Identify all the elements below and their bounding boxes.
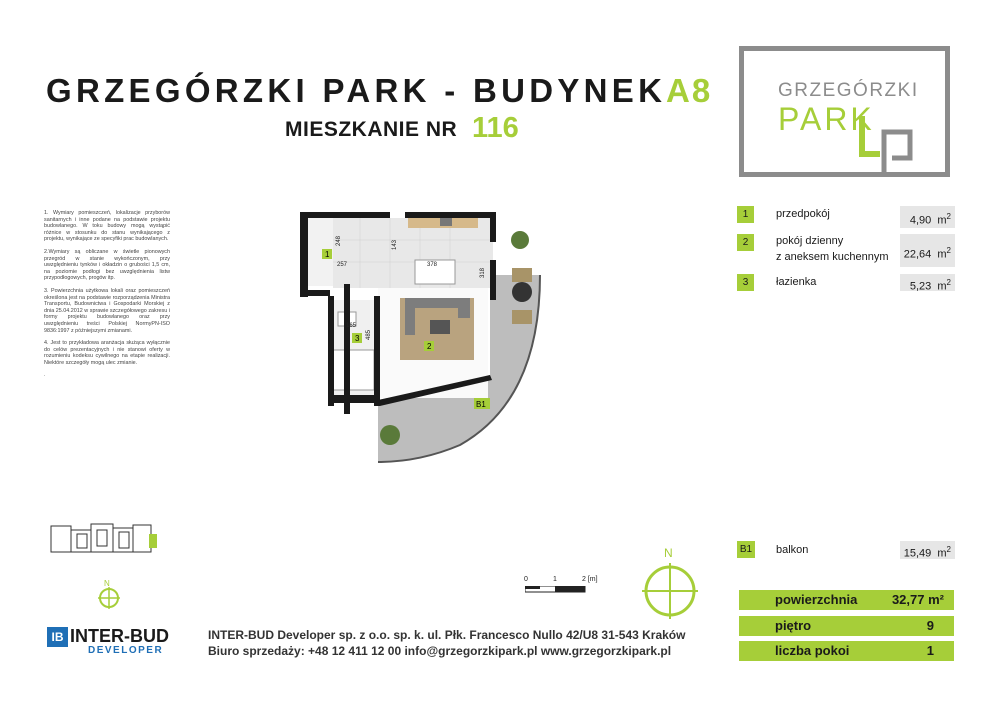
- note-3: 3. Powierzchnia użytkowa lokali oraz pomieszczeń określona jest na podstawie rozporządzenia Ministra Transportu, Budownictwa i Gospodarki Morskiej z dnia 25.04.2012 w sprawie szczegółowego zakresu i formy projektu budowlanego oraz przy uwzględnieniu treści Polskiej NormyPN-ISO 9836:1997 z późniejszymi zmianami.: [44, 287, 170, 334]
- compass-icon: [642, 563, 698, 619]
- room-number: 1: [737, 206, 754, 223]
- balcony-name: balkon: [776, 544, 809, 556]
- small-compass-north: N: [104, 579, 110, 588]
- page-title: GRZEGÓRZKI PARK - BUDYNEK: [46, 72, 667, 109]
- note-4: 4. Jest to przykładowa aranżacja służąca wyłącznie do celów prezentacyjnych i nie stanowi oferty w rozumieniu kodeksu cywilnego na etapie realizacji. Niektóre szczegóły mogą ulec zmianie.: [44, 340, 170, 366]
- label-room-3: 3: [355, 334, 360, 343]
- developer-contact: Biuro sprzedaży: +48 12 411 12 00 info@grzegorzkipark.pl www.grzegorzkipark.pl: [208, 644, 672, 658]
- scale-tick-1: 1: [553, 576, 557, 583]
- room-area: 22,64 $m^2$: [900, 234, 955, 267]
- dim-378: 378: [427, 262, 438, 268]
- dim-248: 248: [336, 235, 342, 246]
- scale-tick-0: 0: [524, 576, 528, 583]
- developer-logo-sub: DEVELOPER: [88, 645, 164, 656]
- building-key-plan: [47, 520, 162, 558]
- room-row-3: [737, 274, 955, 291]
- developer-address: INTER-BUD Developer sp. z o.o. sp. k. ul. Płk. Francesco Nullo 42/U8 31-543 Kraków: [208, 628, 686, 642]
- floor-plan: [290, 200, 550, 465]
- note-2: 2.Wymiary są obliczane w świetle pionowych przegród w stanie wykończonym, przy uwzględnieniu tynków i okładzin o grubości 1,5 cm, na poziomie podłogi bez uwzględnienia listw przypodłogowych, progów itp.: [44, 248, 170, 282]
- summary-floor-label: piętro: [775, 618, 812, 633]
- dim-143: 143: [392, 239, 398, 250]
- notes-block: [44, 210, 170, 385]
- park-logo-mark: [858, 116, 918, 178]
- summary-area: [739, 590, 954, 610]
- plant: [511, 231, 529, 249]
- label-room-2: 2: [427, 342, 432, 351]
- summary-floor-value: 9: [926, 618, 934, 633]
- room-row-2: [737, 234, 955, 268]
- balcony-area: 15,49 $m^2$: [900, 541, 955, 559]
- room-number: 2: [737, 234, 754, 251]
- apartment-number: 116: [472, 112, 519, 144]
- plant: [380, 425, 400, 445]
- room-area: 4,90 $m^2$: [900, 206, 955, 228]
- small-compass-icon: [98, 587, 120, 609]
- balcony-row: [737, 541, 955, 559]
- scale-bar: [525, 586, 587, 594]
- note-5: .: [44, 372, 46, 379]
- developer-logo-mark: IB: [47, 627, 68, 647]
- label-balcony: B1: [476, 400, 486, 409]
- dim-318: 318: [480, 267, 486, 278]
- label-room-1: 1: [325, 250, 330, 259]
- compass-north: N: [664, 546, 673, 560]
- summary-area-label: powierzchnia: [775, 592, 858, 607]
- developer-logo-name: INTER-BUD: [70, 626, 169, 646]
- apartment-label: MIESZKANIE NR: [285, 118, 458, 141]
- room-area: 5,23 $m^2$: [900, 274, 955, 291]
- room-name: przedpokój: [776, 208, 830, 220]
- dim-165: 165: [346, 323, 357, 329]
- room-row-1: [737, 206, 955, 228]
- room-name: pokój dzienny: [776, 235, 844, 247]
- bathtub: [332, 350, 374, 390]
- room-name: łazienka: [776, 276, 817, 288]
- park-logo-line2: PARK: [778, 101, 875, 137]
- summary-rooms-label: liczba pokoi: [775, 643, 850, 658]
- balcony-table: [512, 282, 532, 302]
- balcony-number: B1: [737, 541, 755, 558]
- summary-rooms-value: 1: [926, 643, 934, 658]
- dim-257: 257: [337, 262, 348, 268]
- summary-area-value: 32,77 m²: [891, 592, 944, 607]
- room-number: 3: [737, 274, 754, 291]
- room-name-line2: z aneksem kuchennym: [776, 251, 889, 263]
- summary-rooms: [739, 641, 954, 661]
- summary-floor: [739, 616, 954, 636]
- note-1: 1. Wymiary pomieszczeń, lokalizacje przyborów sanitarnych i inne podane na podstawie projektu budowlanego. W toku budowy mogą wystąpić różnice w stosunku do stanu wynikającego z projektu, wynikające ze specyfiki prac budowlanych.: [44, 210, 170, 243]
- dim-485: 485: [366, 329, 372, 340]
- park-logo-line1: GRZEGÓRZKI: [778, 80, 919, 101]
- building-code: A8: [666, 72, 713, 109]
- kitchen-floor: [333, 218, 493, 288]
- scale-tick-2: 2 [m]: [582, 576, 598, 583]
